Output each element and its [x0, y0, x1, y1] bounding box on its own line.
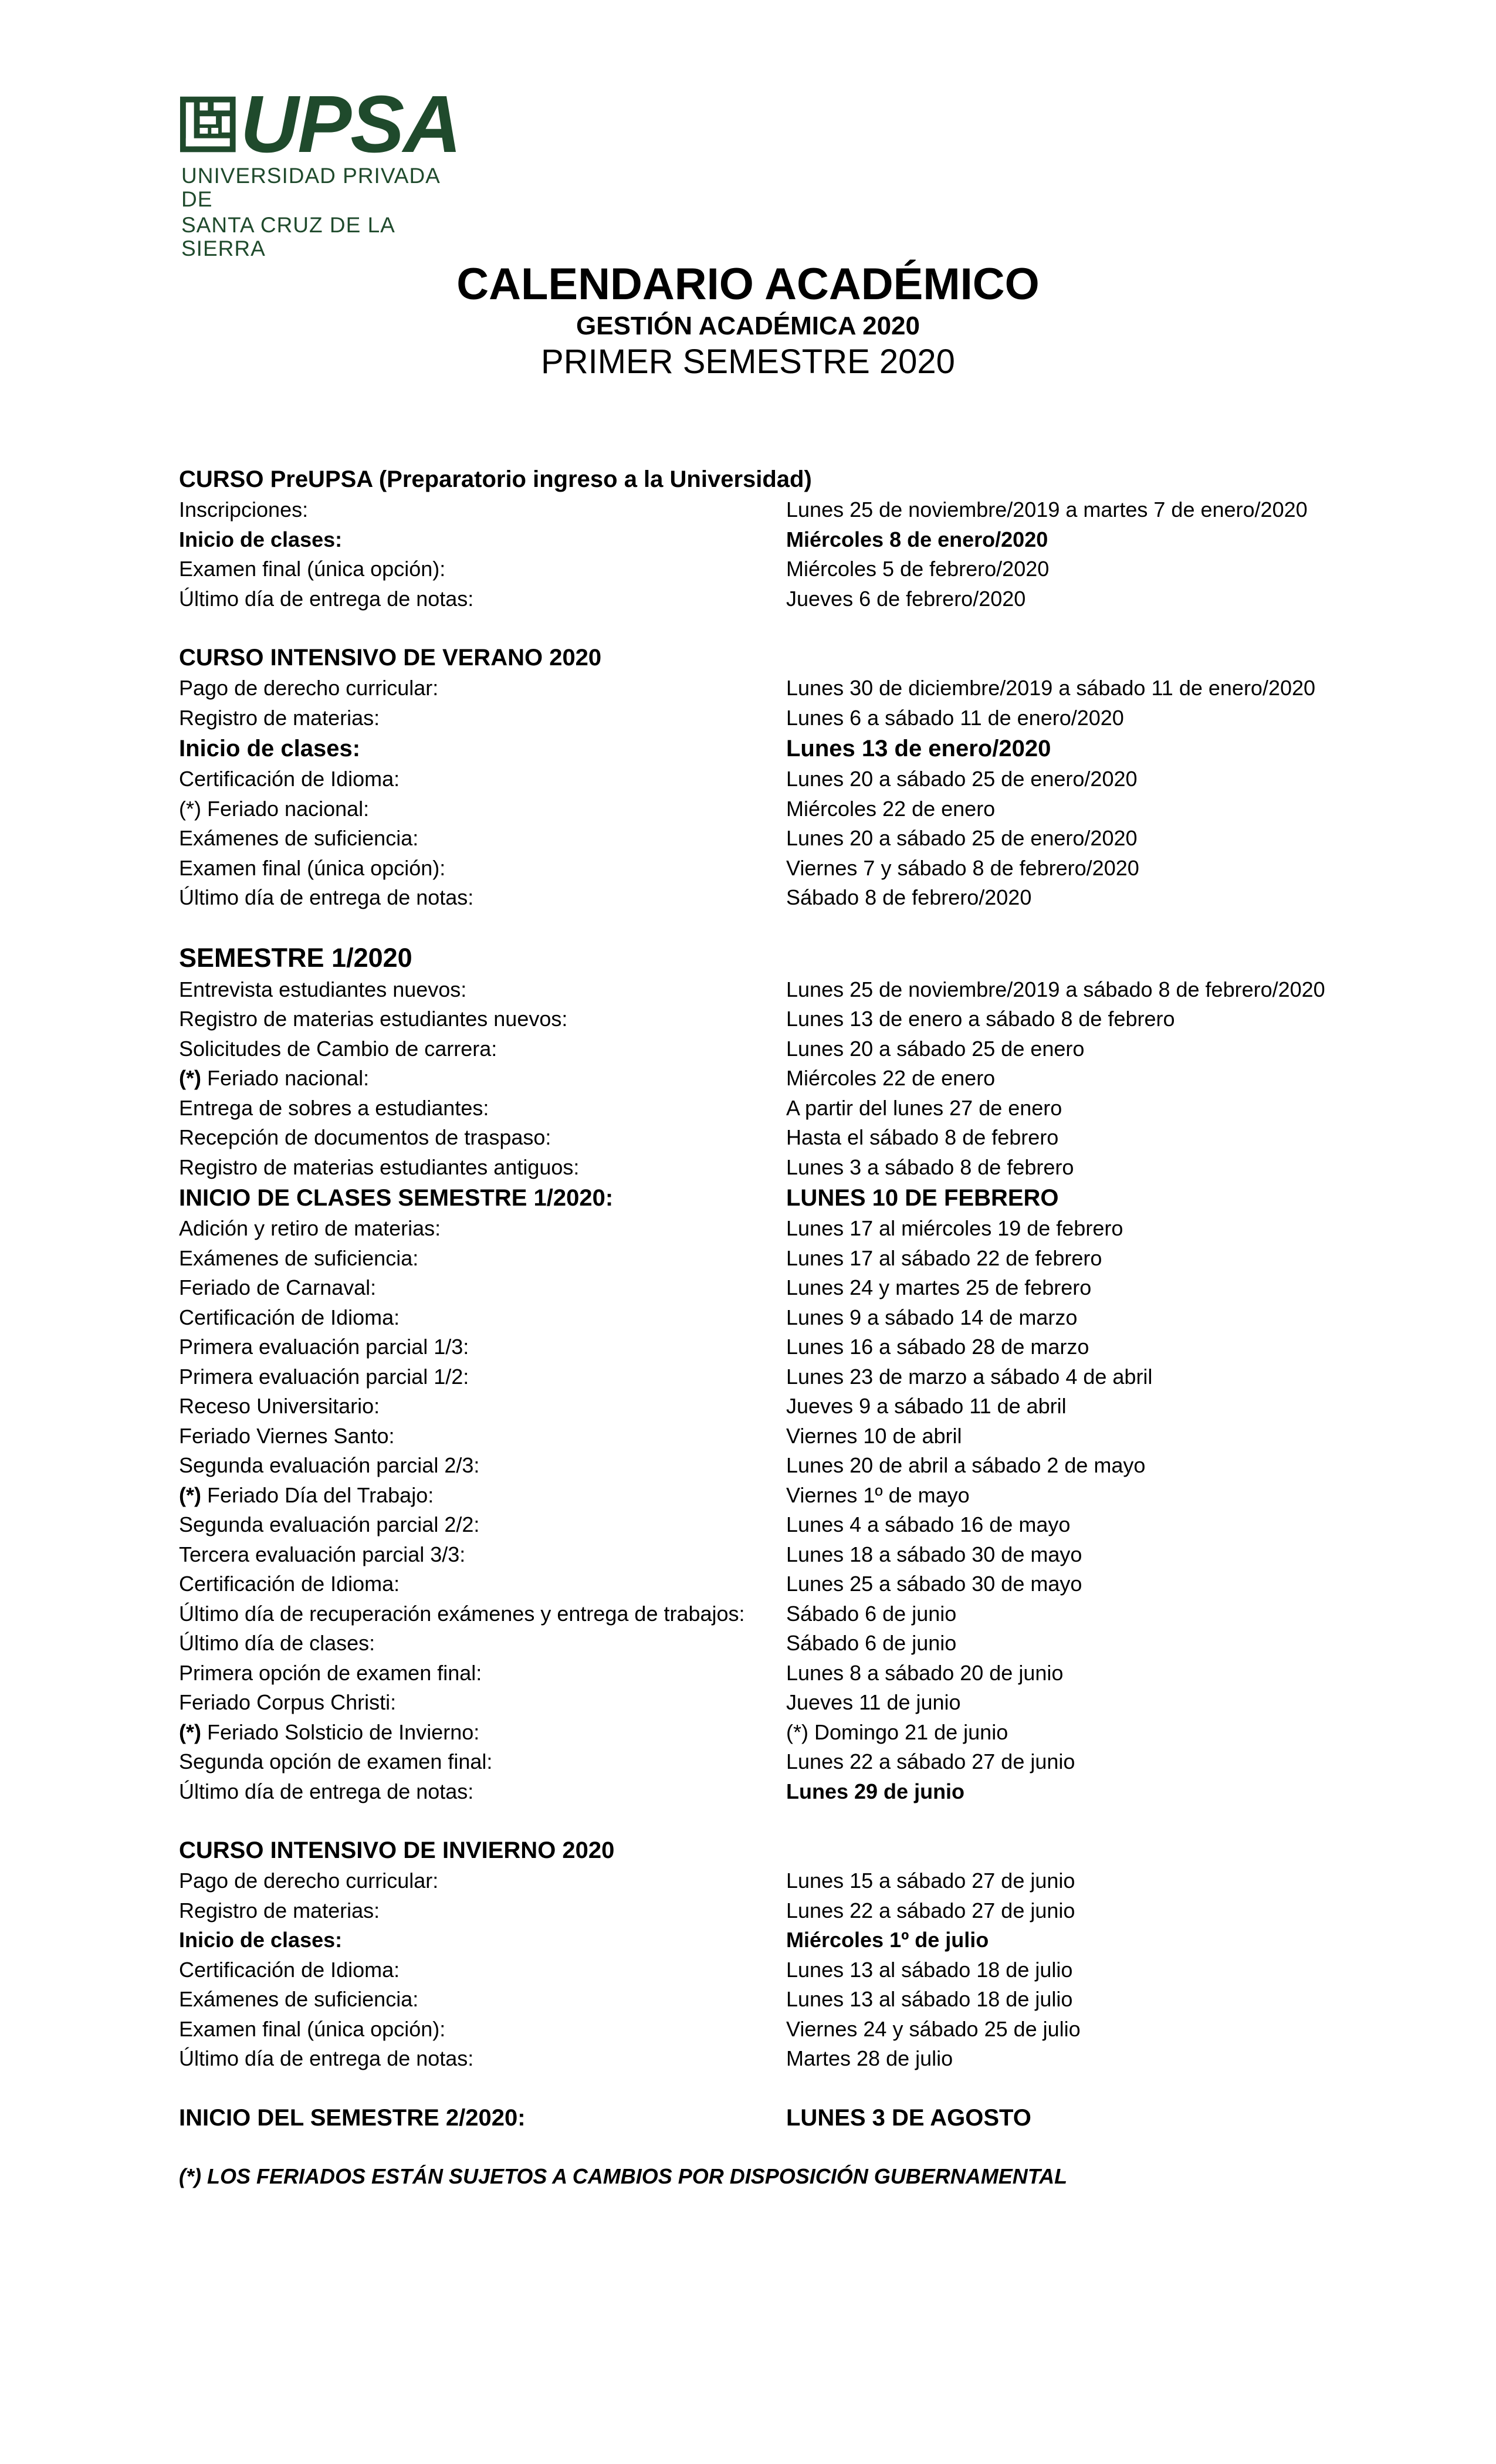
row-value: Viernes 1º de mayo — [786, 1483, 970, 1507]
row-label: Pago de derecho curricular: — [179, 676, 439, 700]
logo-brand: UPSA — [240, 79, 461, 170]
row-label: Receso Universitario: — [179, 1394, 380, 1418]
row-label: Registro de materias: — [179, 1898, 380, 1923]
row-value: (*) Domingo 21 de junio — [786, 1720, 1008, 1744]
row-label: Examen final (única opción): — [179, 2016, 446, 2041]
calendar-row — [179, 525, 1411, 555]
calendar-row — [179, 1064, 1411, 1094]
row-label: Último día de entrega de notas: — [179, 586, 474, 611]
row-label: Tercera evaluación parcial 3/3: — [179, 1542, 466, 1566]
holiday-mark: (*) — [179, 1483, 201, 1507]
row-label: Último día de entrega de notas: — [179, 2046, 474, 2070]
calendar-row — [179, 1925, 1411, 1955]
section-title: CURSO INTENSIVO DE VERANO 2020 — [179, 645, 602, 671]
calendar-content — [179, 463, 1411, 2191]
row-label: Examen final (única opción): — [179, 557, 446, 581]
row-label: Exámenes de suficiencia: — [179, 1987, 419, 2011]
row-value: Sábado 6 de junio — [786, 1631, 957, 1655]
row-label — [179, 1718, 786, 1748]
row-value: Lunes 23 de marzo a sábado 4 de abril — [786, 1364, 1153, 1389]
section-invierno — [179, 1835, 1411, 2074]
calendar-row — [179, 1688, 1411, 1718]
final-label: INICIO DEL SEMESTRE 2/2020: — [179, 2104, 526, 2131]
row-value: Lunes 30 de diciembre/2019 a sábado 11 de enero/2020 — [786, 676, 1316, 700]
row-value: Lunes 29 de junio — [786, 1779, 965, 1803]
row-label: Recepción de documentos de traspaso: — [179, 1125, 551, 1149]
row-label — [179, 1481, 786, 1511]
calendar-row — [179, 1004, 1411, 1034]
row-label: Primera opción de examen final: — [179, 1660, 482, 1685]
calendar-row — [179, 1866, 1411, 1896]
row-value: Lunes 17 al sábado 22 de febrero — [786, 1245, 1102, 1270]
final-value: LUNES 3 DE AGOSTO — [786, 2104, 1031, 2131]
row-label: Solicitudes de Cambio de carrera: — [179, 1036, 497, 1061]
calendar-row — [179, 1214, 1411, 1244]
row-value: Viernes 10 de abril — [786, 1423, 962, 1448]
row-value: Hasta el sábado 8 de febrero — [786, 1125, 1059, 1149]
row-value: Lunes 4 a sábado 16 de mayo — [786, 1512, 1071, 1536]
calendar-row — [179, 1718, 1411, 1748]
page-title: CALENDARIO ACADÉMICO — [456, 259, 1040, 309]
row-value: Lunes 17 al miércoles 19 de febrero — [786, 1216, 1123, 1240]
row-value: Miércoles 8 de enero/2020 — [786, 527, 1048, 551]
row-label: Segunda evaluación parcial 2/2: — [179, 1512, 480, 1536]
semester-2-start — [179, 2102, 1411, 2134]
calendar-row — [179, 1094, 1411, 1123]
calendar-row — [179, 1153, 1411, 1183]
calendar-row — [179, 584, 1411, 614]
row-value: Sábado 8 de febrero/2020 — [786, 885, 1032, 909]
calendar-row — [179, 1303, 1411, 1333]
calendar-row — [179, 1599, 1411, 1629]
row-label: Último día de entrega de notas: — [179, 1779, 474, 1803]
calendar-row — [179, 1332, 1411, 1362]
row-label-text: Feriado nacional: — [201, 1066, 370, 1090]
row-value: Viernes 7 y sábado 8 de febrero/2020 — [786, 855, 1139, 880]
row-label: Primera evaluación parcial 1/2: — [179, 1364, 469, 1389]
row-label-text: Feriado Solsticio de Invierno: — [201, 1720, 480, 1744]
row-label: Pago de derecho curricular: — [179, 1869, 439, 1893]
upsa-logo — [179, 79, 461, 260]
row-label: Feriado de Carnaval: — [179, 1275, 377, 1299]
calendar-row — [179, 733, 1411, 764]
calendar-row — [179, 673, 1411, 703]
row-value: Lunes 3 a sábado 8 de febrero — [786, 1155, 1074, 1179]
row-value: Lunes 22 a sábado 27 de junio — [786, 1749, 1075, 1773]
row-label: Certificación de Idioma: — [179, 767, 400, 791]
page-subtitle: GESTIÓN ACADÉMICA 2020 — [576, 312, 920, 340]
section-title: CURSO INTENSIVO DE INVIERNO 2020 — [179, 1837, 615, 1863]
row-value: Jueves 6 de febrero/2020 — [786, 586, 1026, 611]
calendar-row — [179, 1421, 1411, 1451]
calendar-row — [179, 1510, 1411, 1540]
calendar-row — [179, 1392, 1411, 1421]
calendar-row — [179, 975, 1411, 1005]
calendar-row — [179, 1777, 1411, 1807]
section-semestre-1 — [179, 941, 1411, 1807]
calendar-row — [179, 1451, 1411, 1481]
row-label: Feriado Viernes Santo: — [179, 1423, 395, 1448]
row-value: Lunes 16 a sábado 28 de marzo — [786, 1335, 1089, 1359]
row-value: Lunes 20 a sábado 25 de enero/2020 — [786, 826, 1138, 850]
row-value: Lunes 13 al sábado 18 de julio — [786, 1987, 1073, 2011]
calendar-row — [179, 1985, 1411, 2015]
row-label: Registro de materias estudiantes antiguos: — [179, 1155, 580, 1179]
section-verano — [179, 642, 1411, 913]
row-label: Certificación de Idioma: — [179, 1305, 400, 1329]
row-label: Último día de entrega de notas: — [179, 885, 474, 909]
holiday-mark: (*) — [179, 1066, 201, 1090]
row-value: Miércoles 22 de enero — [786, 796, 996, 821]
section-preupsa — [179, 463, 1411, 614]
row-value: Lunes 13 al sábado 18 de julio — [786, 1957, 1073, 1982]
row-value: Lunes 13 de enero/2020 — [786, 736, 1051, 761]
calendar-row — [179, 1569, 1411, 1599]
section-title: CURSO PreUPSA (Preparatorio ingreso a la Universidad) — [179, 466, 812, 492]
row-value: Miércoles 1º de julio — [786, 1928, 989, 1952]
calendar-row — [179, 703, 1411, 733]
row-value: Lunes 20 a sábado 25 de enero/2020 — [786, 767, 1138, 791]
row-value: Miércoles 5 de febrero/2020 — [786, 557, 1050, 581]
calendar-row — [179, 1273, 1411, 1303]
calendar-row — [179, 1747, 1411, 1777]
row-label: Certificación de Idioma: — [179, 1572, 400, 1596]
calendar-row — [179, 1540, 1411, 1570]
row-label: Inicio de clases: — [179, 1928, 343, 1952]
calendar-row — [179, 1629, 1411, 1659]
calendar-row — [179, 554, 1411, 584]
calendar-row — [179, 1362, 1411, 1392]
row-label: Exámenes de suficiencia: — [179, 826, 419, 850]
calendar-row — [179, 495, 1411, 525]
row-label: Primera evaluación parcial 1/3: — [179, 1335, 469, 1359]
row-label: Adición y retiro de materias: — [179, 1216, 441, 1240]
holiday-mark: (*) — [179, 1720, 201, 1744]
row-label — [179, 1064, 786, 1094]
row-label: Segunda evaluación parcial 2/3: — [179, 1453, 480, 1477]
row-value: Lunes 6 a sábado 11 de enero/2020 — [786, 705, 1124, 730]
calendar-row — [179, 883, 1411, 913]
calendar-row — [179, 1034, 1411, 1064]
row-value: A partir del lunes 27 de enero — [786, 1095, 1062, 1120]
row-label: (*) Feriado nacional: — [179, 796, 370, 821]
row-label: Entrevista estudiantes nuevos: — [179, 977, 467, 1001]
row-label: Inicio de clases: — [179, 527, 343, 551]
calendar-row — [179, 1182, 1411, 1214]
row-label: Registro de materias: — [179, 705, 380, 730]
row-label: Inscripciones: — [179, 497, 309, 522]
semester-title: PRIMER SEMESTRE 2020 — [541, 343, 955, 381]
calendar-row — [179, 1481, 1411, 1511]
row-label: Examen final (única opción): — [179, 855, 446, 880]
logo-line-2: SANTA CRUZ DE LA SIERRA — [181, 213, 394, 260]
calendar-row — [179, 2044, 1411, 2074]
row-label: Inicio de clases: — [179, 736, 361, 761]
row-value: Lunes 20 a sábado 25 de enero — [786, 1036, 1085, 1061]
section-title: SEMESTRE 1/2020 — [179, 942, 412, 973]
calendar-row — [179, 1659, 1411, 1688]
row-value: Martes 28 de julio — [786, 2046, 953, 2070]
calendar-row — [179, 1955, 1411, 1985]
row-label: Certificación de Idioma: — [179, 1957, 400, 1982]
calendar-row — [179, 854, 1411, 884]
row-value: Lunes 24 y martes 25 de febrero — [786, 1275, 1092, 1299]
row-value: Lunes 25 a sábado 30 de mayo — [786, 1572, 1082, 1596]
row-value: Lunes 8 a sábado 20 de junio — [786, 1660, 1064, 1685]
calendar-row — [179, 1896, 1411, 1926]
row-label: Último día de clases: — [179, 1631, 375, 1655]
row-value: Miércoles 22 de enero — [786, 1066, 996, 1090]
row-value: Lunes 25 de noviembre/2019 a sábado 8 de febrero/2020 — [786, 977, 1325, 1001]
row-value: Lunes 18 a sábado 30 de mayo — [786, 1542, 1082, 1566]
row-label: Entrega de sobres a estudiantes: — [179, 1095, 489, 1120]
row-label: Feriado Corpus Christi: — [179, 1690, 397, 1714]
calendar-row — [179, 1123, 1411, 1153]
row-value: Lunes 22 a sábado 27 de junio — [786, 1898, 1075, 1923]
calendar-row — [179, 824, 1411, 854]
calendar-row — [179, 1244, 1411, 1274]
row-label: Último día de recuperación exámenes y entrega de trabajos: — [179, 1601, 745, 1626]
calendar-row — [179, 764, 1411, 794]
row-label-text: Feriado Día del Trabajo: — [201, 1483, 434, 1507]
row-value: Lunes 25 de noviembre/2019 a martes 7 de enero/2020 — [786, 497, 1308, 522]
row-value: Jueves 9 a sábado 11 de abril — [786, 1394, 1067, 1418]
calendar-row — [179, 794, 1411, 824]
row-label: Exámenes de suficiencia: — [179, 1245, 419, 1270]
row-value: Viernes 24 y sábado 25 de julio — [786, 2016, 1081, 2041]
row-value: Sábado 6 de junio — [786, 1601, 957, 1626]
holidays-note: (*) LOS FERIADOS ESTÁN SUJETOS A CAMBIOS POR DISPOSICIÓN GUBERNAMENTAL — [179, 2164, 1068, 2188]
logo-line-1: UNIVERSIDAD PRIVADA DE — [181, 164, 439, 211]
row-label: Segunda opción de examen final: — [179, 1749, 493, 1773]
row-label: Registro de materias estudiantes nuevos: — [179, 1007, 568, 1031]
document-header — [0, 258, 1496, 383]
row-label: INICIO DE CLASES SEMESTRE 1/2020: — [179, 1185, 614, 1211]
row-value: Jueves 11 de junio — [786, 1690, 961, 1714]
row-value: Lunes 13 de enero a sábado 8 de febrero — [786, 1007, 1175, 1031]
row-value: Lunes 9 a sábado 14 de marzo — [786, 1305, 1078, 1329]
row-value: LUNES 10 DE FEBRERO — [786, 1185, 1059, 1211]
row-value: Lunes 20 de abril a sábado 2 de mayo — [786, 1453, 1146, 1477]
row-value: Lunes 15 a sábado 27 de junio — [786, 1869, 1075, 1893]
calendar-row — [179, 2015, 1411, 2045]
upsa-emblem-icon — [179, 90, 237, 159]
